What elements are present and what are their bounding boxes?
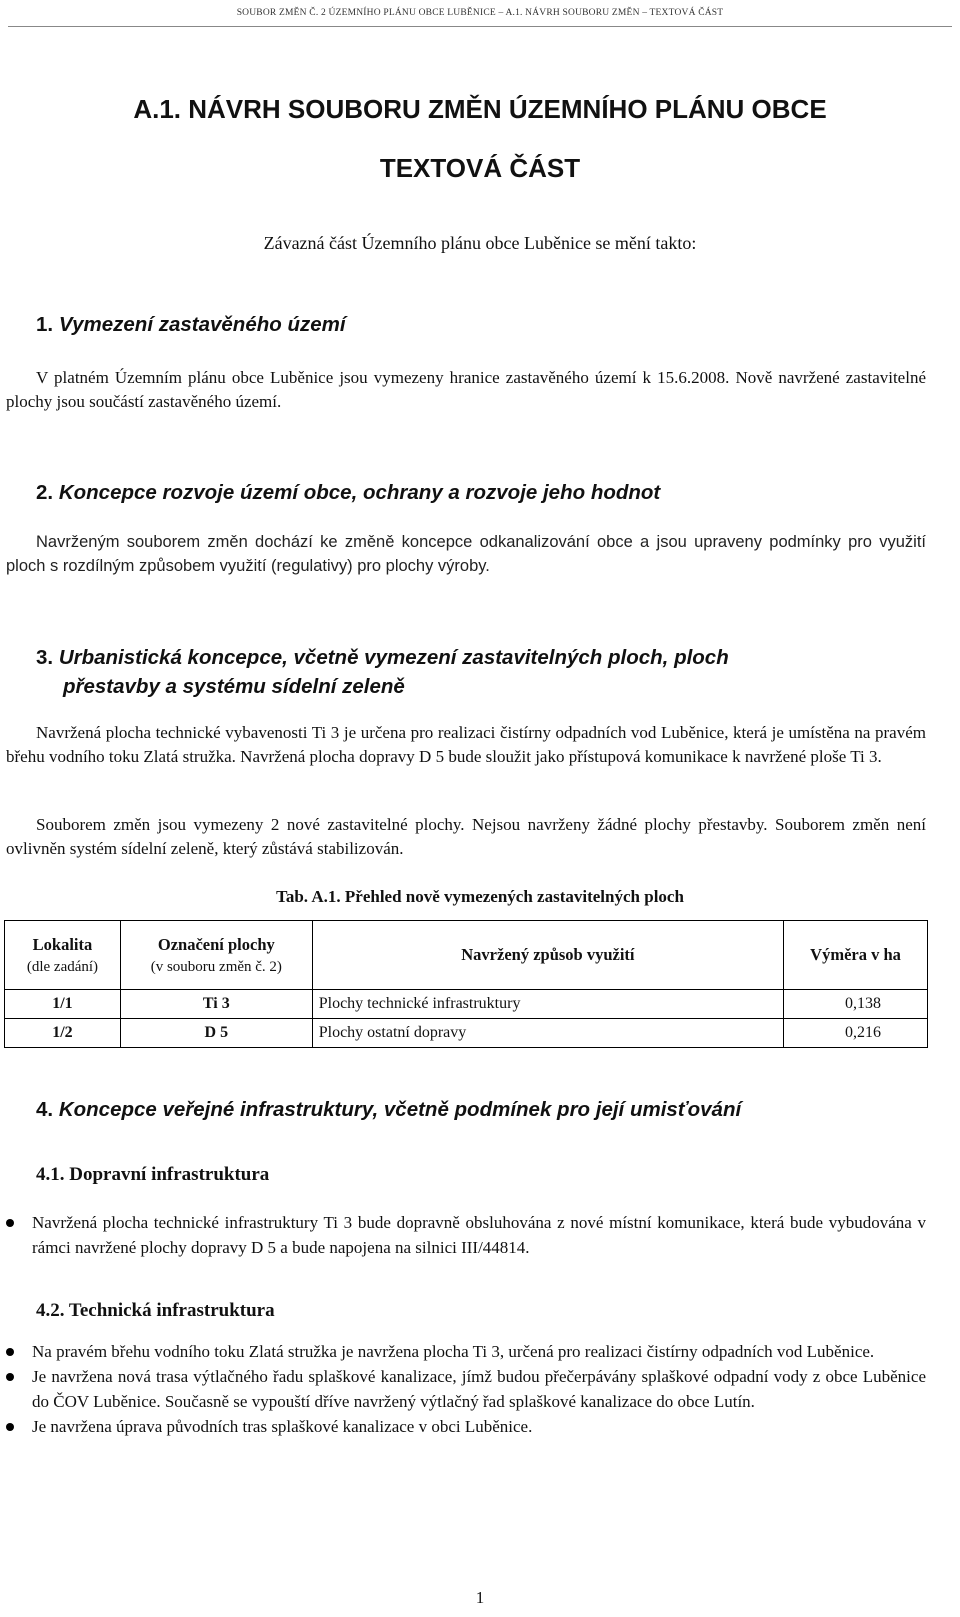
header-oznaceni: Označení plochy (v souboru změn č. 2) — [120, 921, 312, 990]
header-vymera: Výměra v ha — [784, 921, 928, 990]
section-3-title-line2: přestavby a systému sídelní zeleně — [63, 675, 405, 698]
table-row — [5, 1019, 928, 1048]
section-2-heading — [36, 481, 660, 505]
subsection-4-2-list — [0, 1339, 926, 1439]
section-3-paragraph-1: Navržená plocha technické vybavenosti Ti 3 je určena pro realizaci čistírny odpadních vod Luběnice, která je umístěna na pravém břehu vodního toku Zlatá stružka. Navržená plocha dopravy D 5 bude sloužit jako přístupová komunikace k navržené ploše Ti 3. — [6, 723, 926, 766]
cell-oznaceni: Ti 3 — [120, 990, 312, 1019]
list-item: Je navržena nová trasa výtlačného řadu splaškové kanalizace, jímž budou přečerpávány splaškové odpadní vody z obce Luběnice do ČOV Luběnice. Současně se vypouští dříve navržený výtlačný řad splaškové kanalizace do obce Lutín. — [0, 1364, 926, 1414]
list-item: Na pravém břehu vodního toku Zlatá stružka je navržena plocha Ti 3, určená pro realizaci čistírny odpadních vod Luběnice. — [0, 1339, 926, 1364]
running-header: SOUBOR ZMĚN Č. 2 ÚZEMNÍHO PLÁNU OBCE LUBĚNICE – A.1. NÁVRH SOUBORU ZMĚN – TEXTOVÁ ČÁST — [236, 8, 724, 18]
page-number: 1 — [475, 1588, 485, 1607]
bullet-icon — [6, 1348, 14, 1356]
section-4-heading — [36, 1098, 741, 1122]
list-item: Navržená plocha technické infrastruktury Ti 3 bude dopravně obsluhována z nové místní komunikace, která bude vybudována v rámci navržené plochy dopravy D 5 a bude napojena na silnici III/44814. — [0, 1210, 926, 1260]
section-3-paragraph-2: Souborem změn jsou vymezeny 2 nové zastavitelné plochy. Nejsou navrženy žádné plochy přestavby. Souborem změn není ovlivněn systém sídelní zeleně, který zůstává stabilizován. — [6, 815, 926, 858]
cell-lokalita: 1/2 — [5, 1019, 121, 1048]
section-2-title: Koncepce rozvoje území obce, ochrany a rozvoje jeho hodnot — [58, 481, 661, 504]
document-title: A.1. NÁVRH SOUBORU ZMĚN ÚZEMNÍHO PLÁNU OBCE — [133, 94, 827, 124]
cell-vyuziti: Plochy ostatní dopravy — [312, 1019, 783, 1048]
header-rule — [8, 26, 952, 27]
cell-lokalita: 1/1 — [5, 990, 121, 1019]
document-subtitle: TEXTOVÁ ČÁST — [379, 153, 581, 183]
list-item: Je navržena úprava původních tras splaškové kanalizace v obci Luběnice. — [0, 1414, 926, 1439]
header-vyuziti: Navržený způsob využití — [312, 921, 783, 990]
section-2-text: Navrženým souborem změn dochází ke změně koncepce odkanalizování obce a jsou upraveny podmínky pro využití ploch s rozdílným způsobem využití (regulativy) pro plochy výroby. — [6, 533, 926, 575]
section-4-title: Koncepce veřejné infrastruktury, včetně podmínek pro její umisťování — [58, 1098, 742, 1121]
bullet-icon — [6, 1373, 14, 1381]
intro-text: Závazná část Územního plánu obce Luběnice se mění takto: — [263, 233, 697, 253]
bullet-icon — [6, 1219, 14, 1227]
table-header-row — [5, 921, 928, 990]
section-2-number: 2. — [36, 481, 54, 504]
subsection-4-1-list — [0, 1210, 926, 1260]
table-row — [5, 990, 928, 1019]
zastavitelne-plochy-table — [4, 920, 928, 1048]
subsection-4-1-title: 4.1. Dopravní infrastruktura — [36, 1164, 270, 1185]
section-1-number: 1. — [36, 313, 54, 336]
cell-vymera: 0,138 — [784, 990, 928, 1019]
cell-vyuziti: Plochy technické infrastruktury — [312, 990, 783, 1019]
header-lokalita: Lokalita (dle zadání) — [5, 921, 121, 990]
section-1-heading — [36, 313, 346, 337]
bullet-icon — [6, 1423, 14, 1431]
section-1-text: V platném Územním plánu obce Luběnice jsou vymezeny hranice zastavěného území k 15.6.2008. Nově navržené zastavitelné plochy jsou součástí zastavěného území. — [6, 368, 926, 411]
section-4-number: 4. — [36, 1098, 54, 1121]
cell-oznaceni: D 5 — [120, 1019, 312, 1048]
table-caption: Tab. A.1. Přehled nově vymezených zastavitelných ploch — [276, 887, 684, 906]
section-3-title-line1: Urbanistická koncepce, včetně vymezení zastavitelných ploch, ploch — [58, 646, 729, 669]
section-3-heading — [36, 643, 729, 701]
section-1-title: Vymezení zastavěného území — [58, 313, 346, 336]
subsection-4-2-title: 4.2. Technická infrastruktura — [36, 1300, 275, 1321]
cell-vymera: 0,216 — [784, 1019, 928, 1048]
section-3-number: 3. — [36, 646, 54, 669]
